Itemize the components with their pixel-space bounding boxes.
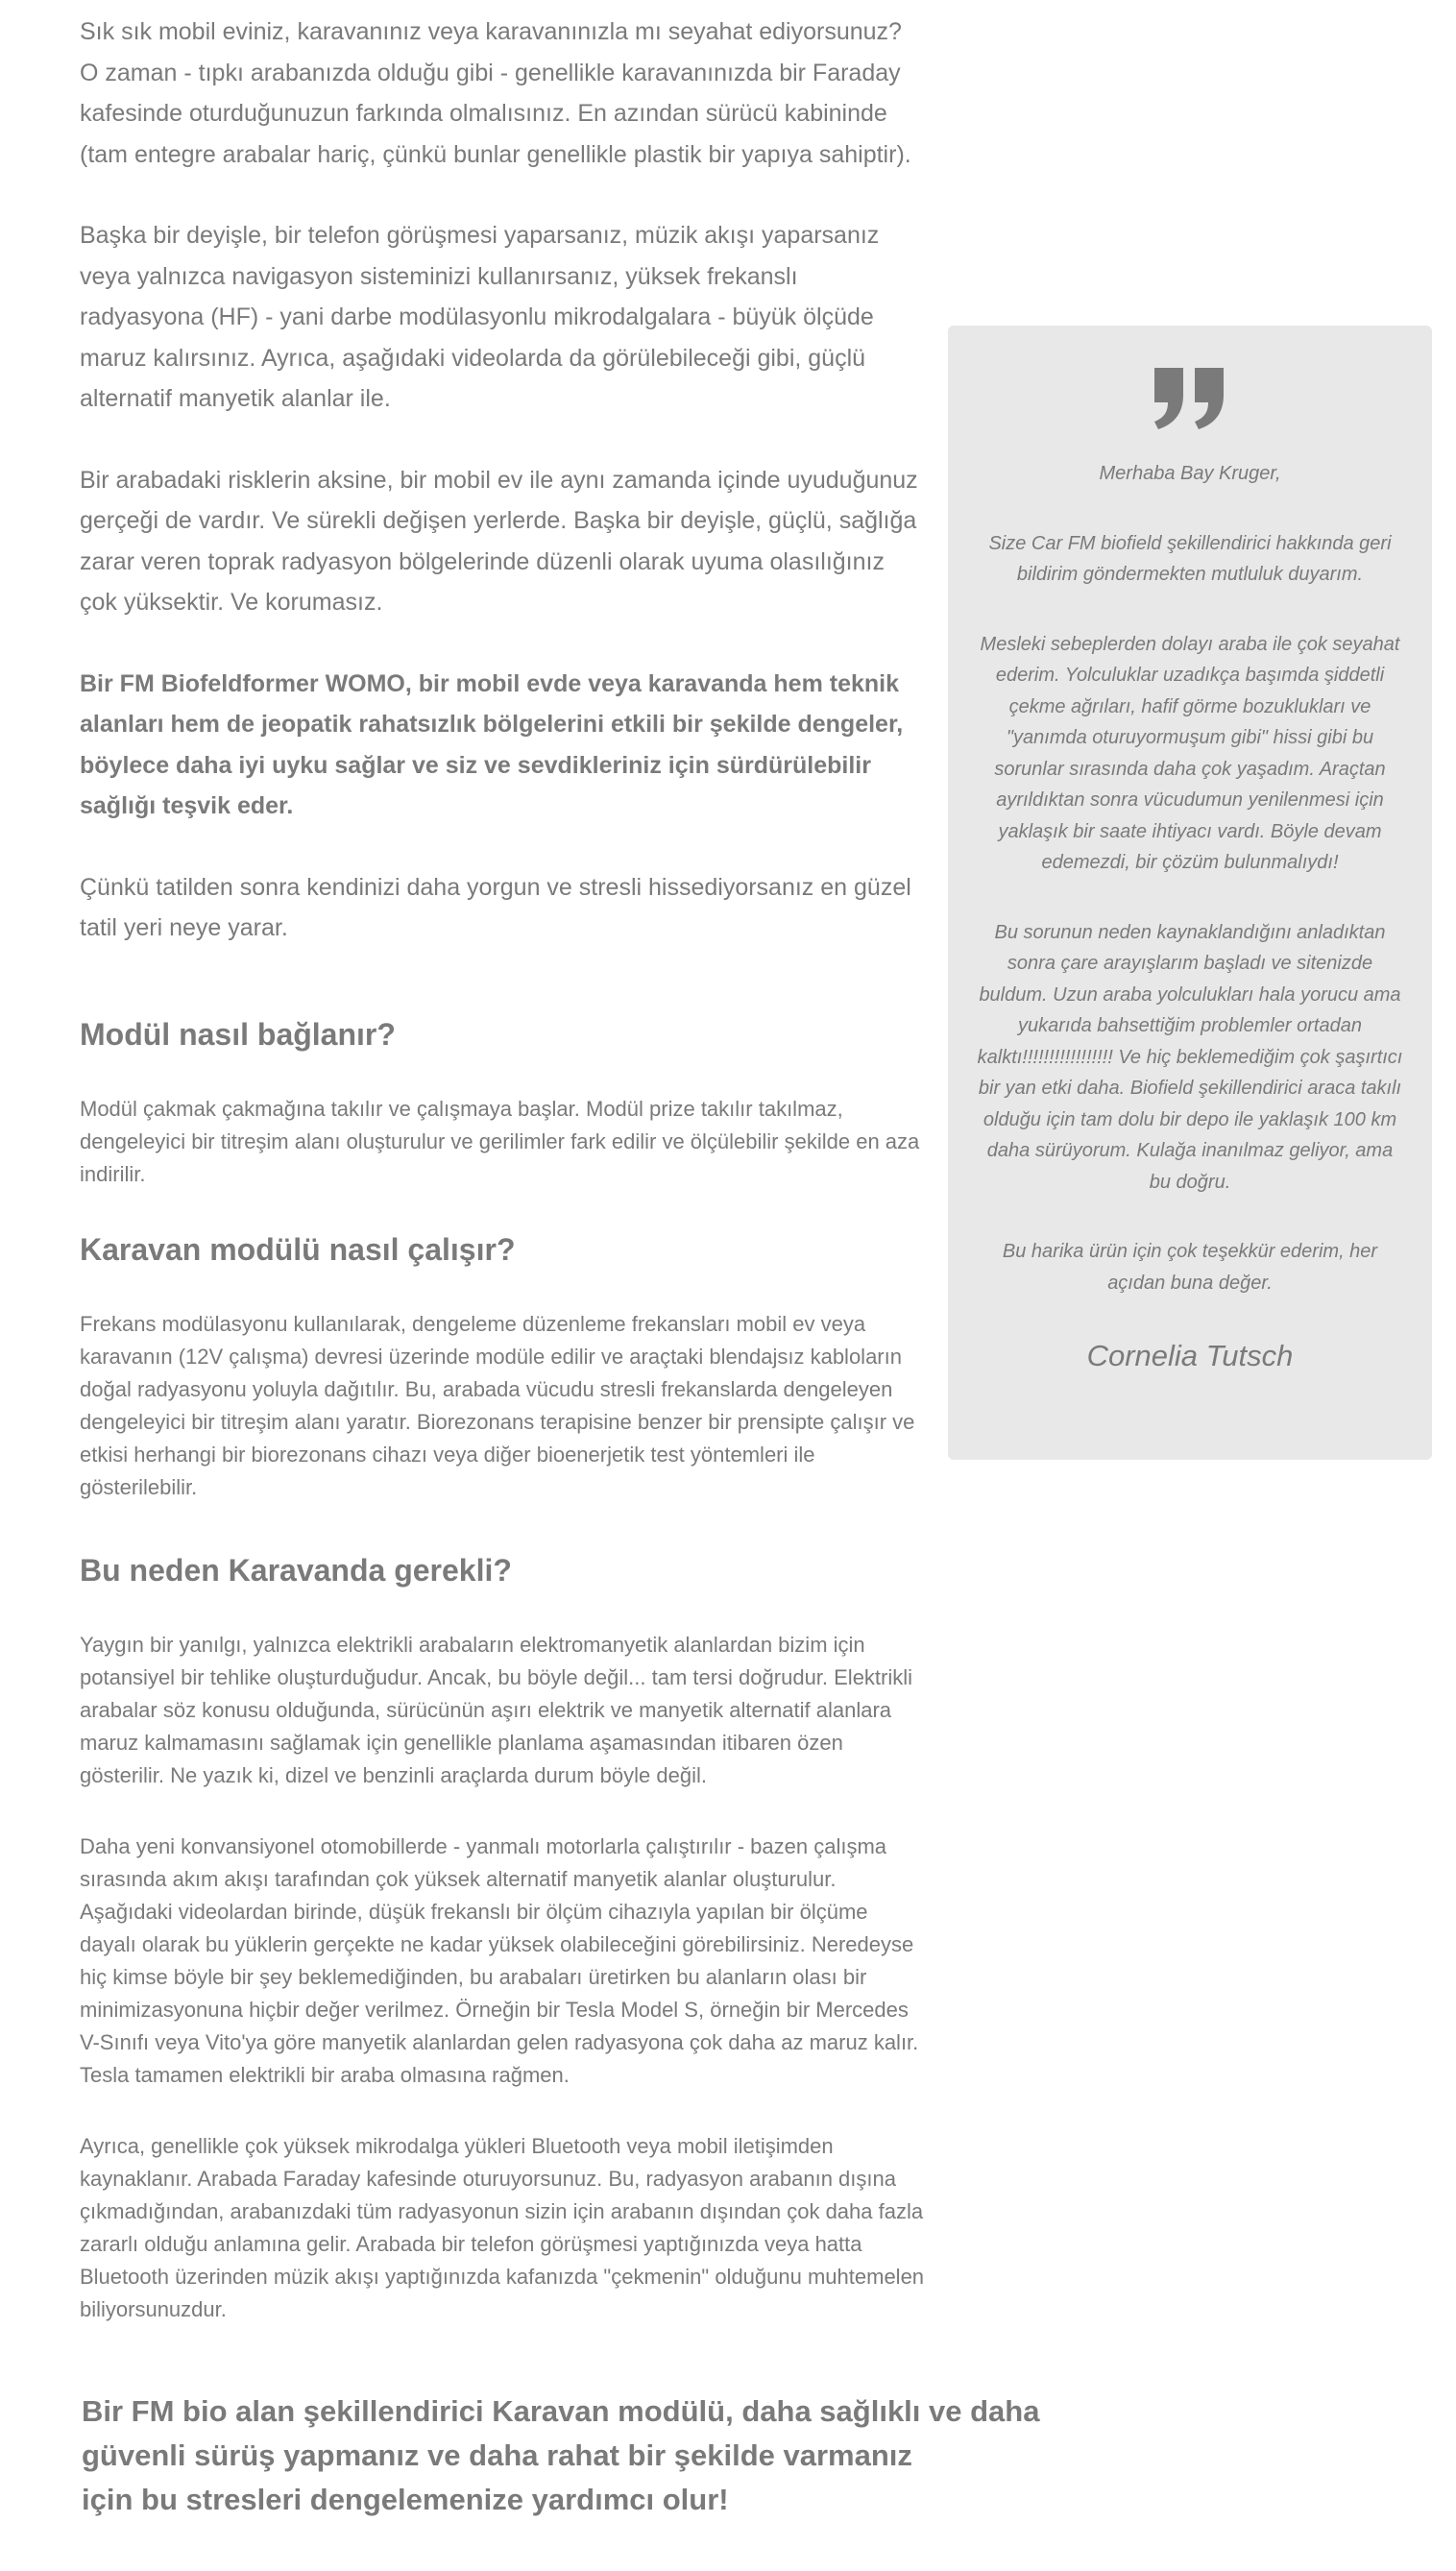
testimonial-paragraph: Size Car FM biofield şekillendirici hakkında geri bildirim göndermekten mutluluk duyarım. xyxy=(988,532,1392,585)
section-heading: Bu neden Karavanda gerekli? xyxy=(80,1552,512,1588)
section-why-needed xyxy=(80,1550,925,2326)
section-how-it-works xyxy=(80,1229,925,1504)
main-content xyxy=(80,0,925,2365)
closing-statement xyxy=(82,2389,1042,2522)
closing-line: güvenli sürüş yapmanız ve daha rahat bir şekilde varmanız xyxy=(82,2438,912,2472)
section-connection xyxy=(80,1014,925,1191)
testimonial-paragraph: Bu sorunun neden kaynaklandığını anladıktan sonra çare arayışlarım başladı ve sitenizde buldum. Uzun araba yolculukları hala yorucu ama yukarıda bahsettiğim problemler ortadan kalktı!!!!!!!!!!!!!!!!! Ve hiç beklemediğim çok şaşırtıcı bir yan etki daha. Biofield şekillendirici araca takılı olduğu için tam dolu bir depo ile yaklaşık 100 km daha sürüyorum. Kulağa inanılmaz geliyor, ama bu doğru. xyxy=(977,921,1403,1193)
section-paragraph: Frekans modülasyonu kullanılarak, dengeleme düzenleme frekansları mobil ev veya karavanın (12V çalışma) devresi üzerinde modüle edilir ve araçtaki blendajsız kabloların doğal radyasyonu yoluyla dağıtılır. Bu, arabada vücudu stresli frekanslarda dengeleyen dengeleyici bir titreşim alanı yaratır. Biorezonans terapisine benzer bir prensipte çalışır ve etkisi herhangi bir biorezonans cihazı veya diğer bioenerjetik test yöntemleri ile gösterilebilir. xyxy=(80,1311,915,1499)
section-paragraph: Modül çakmak çakmağına takılır ve çalışmaya başlar. Modül prize takılır takılmaz, dengeleyici bir titreşim alanı oluşturulur ve gerilimler fark edilir ve ölçülebilir şekilde en aza indirilir. xyxy=(80,1096,920,1186)
section-heading: Modül nasıl bağlanır? xyxy=(80,1016,396,1052)
intro-highlight: Bir FM Biofeldformer WOMO, bir mobil evde veya karavanda hem teknik alanları hem de jeopatik rahatsızlık bölgelerini etkili bir şekilde dengeler, böylece daha iyi uyku sağlar ve siz ve sevdikleriniz için sürdürülebilir sağlığı teşvik eder. xyxy=(80,669,904,819)
closing-line: için bu stresleri dengelemenize yardımcı olur! xyxy=(82,2483,729,2516)
testimonial-paragraph: Mesleki sebeplerden dolayı araba ile çok seyahat ederim. Yolculuklar uzadıkça başımda şiddetli çekme ağrıları, hafif görme bozuklukları ve "yanımda oturuyormuşum gibi" hissi gibi bu sorunlar sırasında daha çok yaşadım. Araçtan ayrıldıktan sonra vücudumun yenilenmesi için yaklaşık bir saate ihtiyacı vardı. Böyle devam edemezdi, bir çözüm bulunmalıydı! xyxy=(980,633,1400,873)
closing-line: Bir FM bio alan şekillendirici Karavan modülü, daha sağlıklı ve daha xyxy=(82,2394,1040,2428)
intro-paragraph: Başka bir deyişle, bir telefon görüşmesi yaparsanız, müzik akışı yaparsanız veya yalnızca navigasyon sisteminizi kullanırsanız, yüksek frekanslı radyasyona (HF) - yani darbe modülasyonlu mikrodalgalara - büyük ölçüde maruz kalırsınız. Ayrıca, aşağıdaki videolarda da görülebileceği gibi, güçlü alternatif manyetik alanlar ile. xyxy=(80,222,880,412)
intro-paragraph: Sık sık mobil eviniz, karavanınız veya karavanınızla mı seyahat ediyorsunuz? O zaman - tıpkı arabanızda olduğu gibi - genellikle karavanınızda bir Faraday kafesinde oturduğunuzun farkında olmalısınız. En azından sürücü kabininde (tam entegre arabalar hariç, çünkü bunlar genellikle plastik bir yapıya sahiptir). xyxy=(80,18,911,168)
section-paragraph: Ayrıca, genellikle çok yüksek mikrodalga yükleri Bluetooth veya mobil iletişimden kaynaklanır. Arabada Faraday kafesinde oturuyorsunuz. Bu, radyasyon arabanın dışına çıkmadığından, arabanızdaki tüm radyasyonun sizin için arabanın dışından çok daha fazla zararlı olduğu anlamına gelir. Arabada bir telefon görüşmesi yaptığınızda veya hatta Bluetooth üzerinden müzik akışı yaptığınızda kafanızda "çekmenin" olduğunu muhtemelen biliyorsunuzdur. xyxy=(80,2133,925,2321)
testimonial-paragraph: Merhaba Bay Kruger, xyxy=(1099,463,1281,484)
intro-paragraph: Bir arabadaki risklerin aksine, bir mobil ev ile aynı zamanda içinde uyuduğunuz gerçeği de vardır. Ve sürekli değişen yerlerde. Başka bir deyişle, güçlü, sağlığa zarar veren toprak radyasyon bölgelerinde düzenli olarak uyuma olasılığınız çok yüksektir. Ve korumasız. xyxy=(80,466,918,616)
intro-paragraph: Çünkü tatilden sonra kendinizi daha yorgun ve stresli hissediyorsanız en güzel tatil yeri neye yarar. xyxy=(80,873,911,941)
section-paragraph: Daha yeni konvansiyonel otomobillerde - yanmalı motorlarla çalıştırılır - bazen çalışma sırasında akım akışı tarafından çok yüksek alternatif manyetik alanlar oluşturulur. Aşağıdaki videolardan birinde, düşük frekanslı bir ölçüm cihazıyla yapılan bir ölçüme dayalı olarak bu yüklerin gerçekte ne kadar yüksek olabileceğini görebilirsiniz. Neredeyse hiç kimse böyle bir şey beklemediğinden, bu arabaları üretirken bu alanların olası bir minimizasyonuna hiçbir değer verilmez. Örneğin bir Tesla Model S, örneğin bir Mercedes V-Sınıfı veya Vito'ya göre manyetik alanlardan gelen radyasyona çok daha az maruz kalır. Tesla tamamen elektrikli bir araba olmasına rağmen. xyxy=(80,1833,919,2087)
testimonial-box xyxy=(948,326,1432,1460)
intro-text xyxy=(80,12,925,949)
testimonial-signature: Cornelia Tutsch xyxy=(1086,1339,1294,1372)
section-paragraph: Yaygın bir yanılgı, yalnızca elektrikli arabaların elektromanyetik alanlardan bizim için potansiyel bir tehlike oluşturduğudur. Ancak, bu böyle değil... tam tersi doğrudur. Elektrikli arabalar söz konusu olduğunda, sürücünün aşırı elektrik ve manyetik alternatif alanlara maruz kalmamasını sağlamak için genellikle planlama aşamasından itibaren özen gösterilir. Ne yazık ki, dizel ve benzinli araçlarda durum böyle değil. xyxy=(80,1632,913,1787)
section-heading: Karavan modülü nasıl çalışır? xyxy=(80,1231,516,1267)
testimonial-paragraph: Bu harika ürün için çok teşekkür ederim, her açıdan buna değer. xyxy=(1002,1241,1378,1294)
quote-icon xyxy=(1153,364,1227,431)
